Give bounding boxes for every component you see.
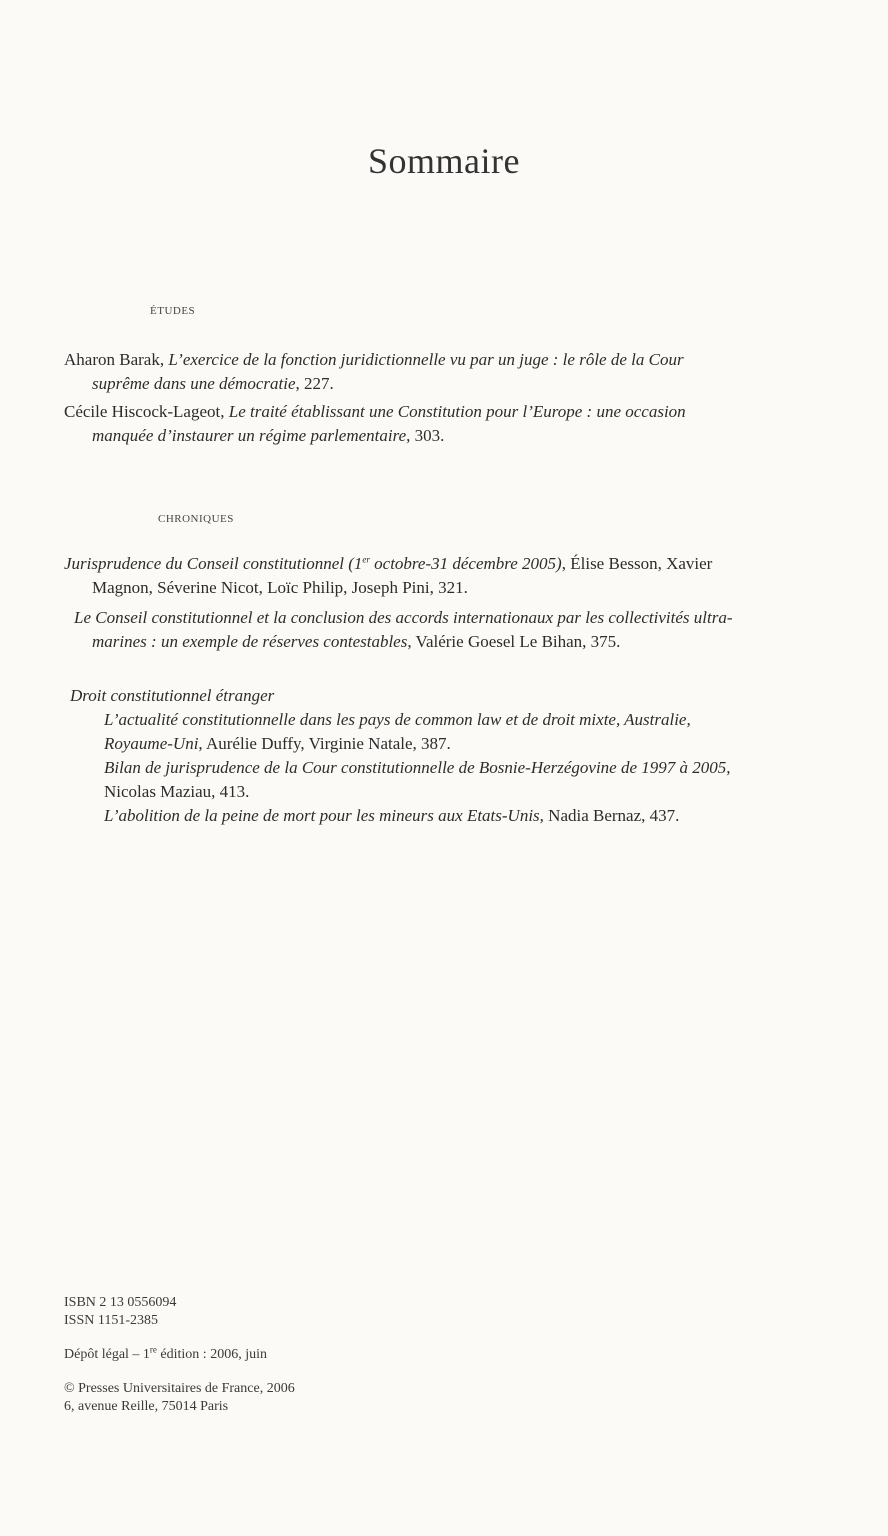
isbn: ISBN 2 13 0556094 bbox=[64, 1295, 177, 1310]
toc-line bbox=[64, 372, 859, 396]
toc-line bbox=[64, 552, 859, 576]
article-title: Le traité établissant une Constitution pour l’Europe : une occasion bbox=[228, 402, 686, 421]
toc-entry-hiscock-lageot bbox=[64, 400, 859, 448]
article-title: Bilan de jurisprudence de la Cour constitutionnelle de Bosnie-Herzégovine de 1997 à 2005, bbox=[104, 758, 731, 777]
article-title: L’exercice de la fonction juridictionnelle vu par un juge : le rôle de la Cour bbox=[168, 350, 684, 369]
section-heading-chroniques: CHRONIQUES bbox=[158, 513, 234, 525]
legal-deposit bbox=[64, 1346, 267, 1364]
toc-group-droit-etranger bbox=[64, 684, 859, 828]
author: Aharon Barak, bbox=[64, 350, 165, 369]
toc-line: Nicolas Maziau, 413. bbox=[104, 782, 250, 801]
title-part: octobre-31 décembre 2005) bbox=[369, 554, 562, 573]
legal-deposit-text: Dépôt légal – 1 bbox=[64, 1347, 150, 1362]
author: Cécile Hiscock-Lageot, bbox=[64, 402, 225, 421]
superscript: er bbox=[362, 554, 370, 565]
page-title: Sommaire bbox=[368, 141, 520, 181]
toc-entry-jurisprudence bbox=[64, 552, 859, 600]
toc-line bbox=[64, 630, 859, 654]
toc-line bbox=[64, 708, 859, 732]
authors: , Élise Besson, Xavier bbox=[561, 554, 713, 573]
group-heading bbox=[64, 684, 859, 708]
article-title: L’abolition de la peine de mort pour les mineurs aux Etats-Unis bbox=[104, 806, 540, 825]
group-heading-text: Droit constitutionnel étranger bbox=[70, 686, 275, 705]
superscript: re bbox=[149, 1344, 157, 1355]
authors: , Aurélie Duffy, Virginie Natale, 387. bbox=[198, 734, 451, 753]
article-title: Le Conseil constitutionnel et la conclusion des accords internationaux par les collectivités ultra- bbox=[74, 608, 733, 627]
authors: , Nadia Bernaz, 437. bbox=[539, 806, 680, 825]
article-title: L’actualité constitutionnelle dans les pays de common law et de droit mixte, Australie, bbox=[104, 710, 691, 729]
page-number: , 303. bbox=[406, 426, 445, 445]
article-title: suprême dans une démocratie bbox=[92, 374, 296, 393]
section-heading-etudes: ÉTUDES bbox=[150, 305, 196, 317]
article-title bbox=[64, 554, 562, 573]
title-part: Jurisprudence du Conseil constitutionnel (1 bbox=[64, 554, 363, 573]
publisher-address: 6, avenue Reille, 75014 Paris bbox=[64, 1399, 229, 1414]
toc-line bbox=[64, 400, 859, 424]
toc-line: Magnon, Séverine Nicot, Loïc Philip, Joseph Pini, 321. bbox=[92, 578, 468, 597]
toc-line bbox=[64, 756, 859, 780]
page-number: , 227. bbox=[295, 374, 334, 393]
toc-entry-barak bbox=[64, 348, 859, 396]
toc-line bbox=[64, 348, 859, 372]
article-title: marines : un exemple de réserves contestables bbox=[92, 632, 408, 651]
article-title: manquée d’instaurer un régime parlementaire bbox=[92, 426, 407, 445]
toc-line bbox=[64, 804, 859, 828]
toc-line bbox=[64, 606, 859, 630]
toc-entry-conseil-accords bbox=[64, 606, 859, 654]
issn: ISSN 1151-2385 bbox=[64, 1313, 158, 1328]
toc-line bbox=[64, 424, 859, 448]
authors: , Valérie Goesel Le Bihan, 375. bbox=[407, 632, 621, 651]
legal-deposit-text: édition : 2006, juin bbox=[156, 1347, 267, 1362]
copyright: © Presses Universitaires de France, 2006 bbox=[64, 1381, 295, 1396]
article-title: Royaume-Uni bbox=[104, 734, 199, 753]
toc-line bbox=[64, 732, 859, 756]
